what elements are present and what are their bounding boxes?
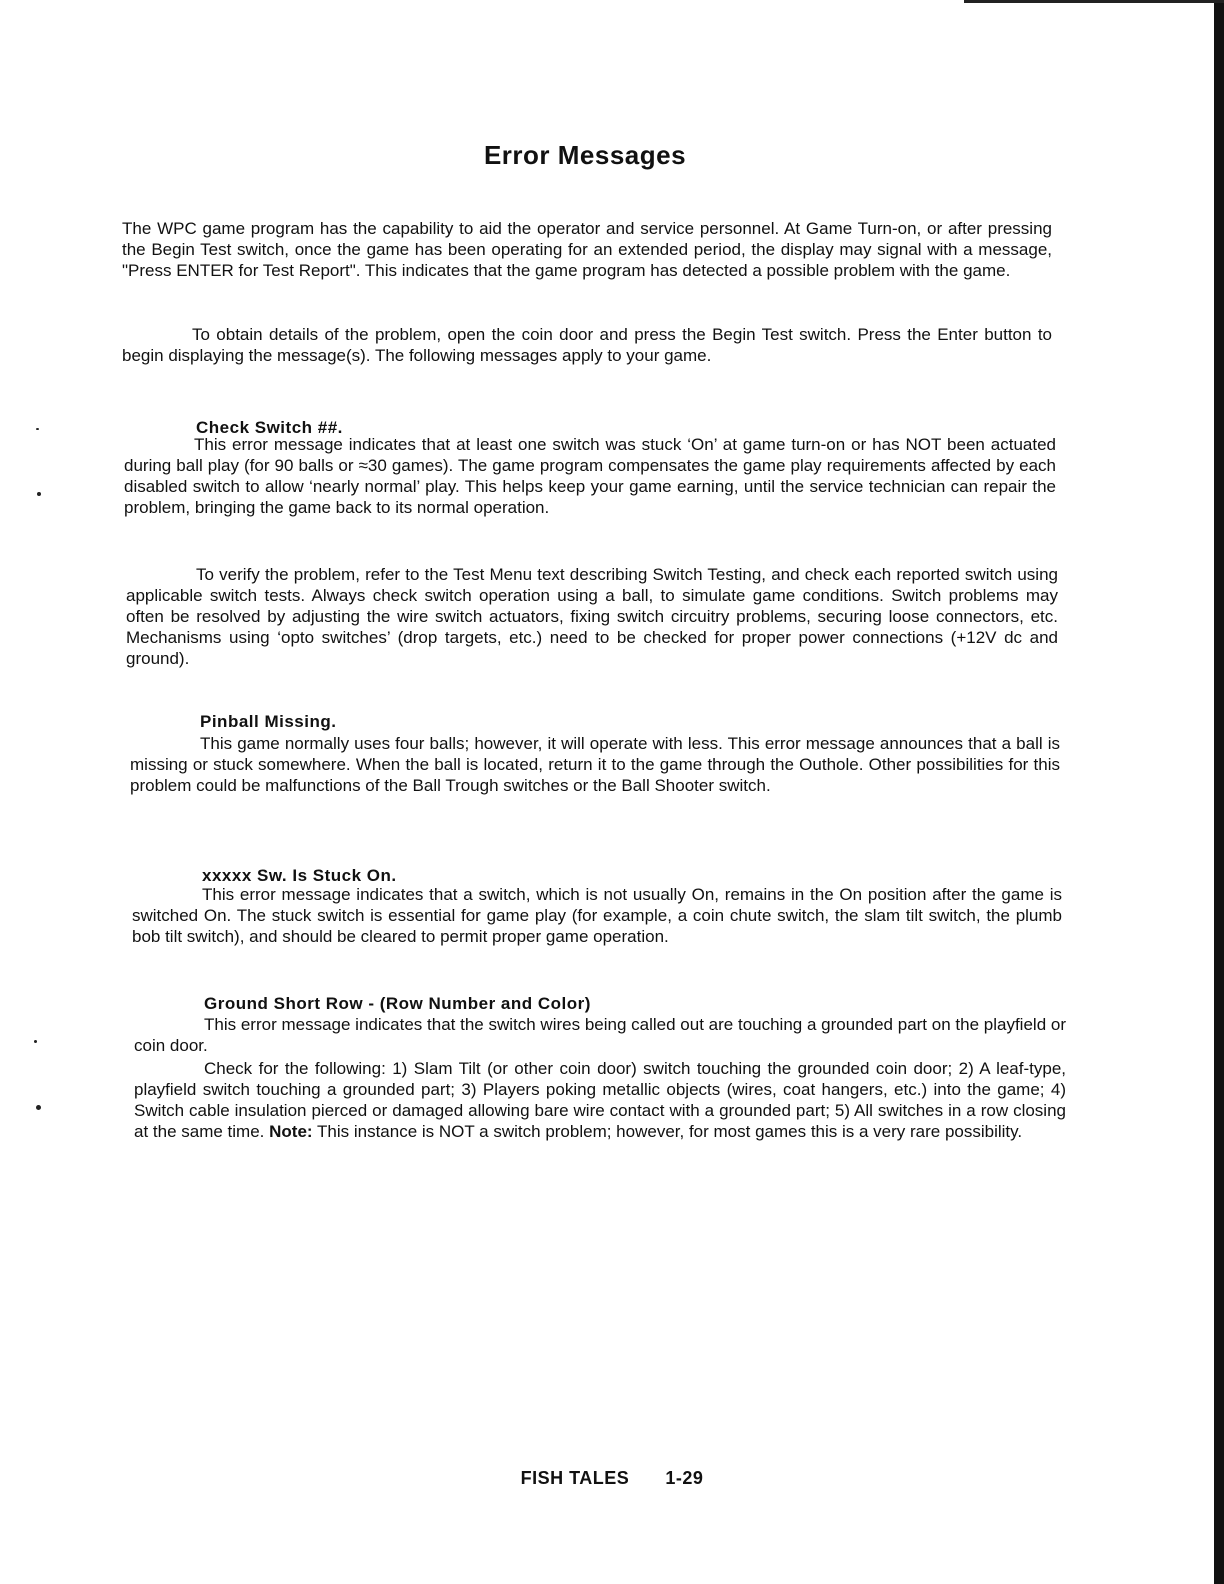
scan-speck	[34, 1040, 37, 1043]
ground-short-heading: Ground Short Row - (Row Number and Color)	[204, 994, 591, 1013]
intro-paragraph-2: To obtain details of the problem, open the coin door and press the Begin Test switch. Press the Enter button to begin displaying the message(s). The following messages apply to your game.	[122, 325, 1052, 365]
scan-speck	[36, 428, 39, 430]
footer-page-number: 1-29	[665, 1468, 704, 1488]
pinball-missing-paragraph: This game normally uses four balls; however, it will operate with less. This error message announces that a ball is missing or stuck somewhere. When the ball is located, return it to the game through the Outhole. Other possibilities for this problem could be malfunctions of the Ball Trough switches or the Ball Shooter switch.	[130, 734, 1060, 795]
page-footer	[0, 1468, 1224, 1489]
scan-edge-top	[964, 0, 1224, 3]
pinball-missing-heading: Pinball Missing.	[200, 712, 337, 731]
footer-game-title: FISH TALES	[520, 1468, 630, 1488]
check-switch-heading: Check Switch ##.	[196, 418, 343, 437]
ground-short-paragraph-1: This error message indicates that the switch wires being called out are touching a grounded part on the playfield or coin door.	[134, 1015, 1066, 1055]
check-switch-paragraph-1: This error message indicates that at least one switch was stuck ‘On’ at game turn-on or has NOT been actuated during ball play (for 90 balls or ≈30 games). The game program compensates the game play requirements affected by each disabled switch to allow ‘nearly normal’ play. This helps keep your game earning, until the service technician can repair the problem, bringing the game back to its normal operation.	[124, 435, 1056, 517]
scan-speck	[37, 492, 41, 496]
intro-paragraph-1: The WPC game program has the capability to aid the operator and service personnel. At Game Turn-on, or after pressing the Begin Test switch, once the game has been operating for an extended period, the display may signal with a message, "Press ENTER for Test Report". This indicates that the game program has detected a possible problem with the game.	[122, 219, 1052, 280]
ground-short-checklist: Check for the following: 1) Slam Tilt (or other coin door) switch touching the grounded coin door; 2) A leaf-type, playfield switch touching a grounded part; 3) Players poking metallic objects (wires, coat hangers, etc.) into the game; 4) Switch cable insulation pierced or damaged allowing bare wire contact with a grounded part; 5) All switches in a row closing at the same time.	[134, 1059, 1066, 1141]
scan-edge	[1214, 0, 1224, 1584]
stuck-on-heading: xxxxx Sw. Is Stuck On.	[202, 866, 397, 885]
scan-speck	[36, 1105, 41, 1110]
stuck-on-paragraph: This error message indicates that a switch, which is not usually On, remains in the On position after the game is switched On. The stuck switch is essential for game play (for example, a coin chute switch, the slam tilt switch, the plumb bob tilt switch), and should be cleared to permit proper game operation.	[132, 885, 1062, 946]
note-label: Note:	[269, 1122, 313, 1141]
page-title: Error Messages	[483, 140, 687, 170]
ground-short-paragraph-2	[134, 1058, 1066, 1142]
check-switch-paragraph-2: To verify the problem, refer to the Test Menu text describing Switch Testing, and check each reported switch using applicable switch tests. Always check switch operation using a ball, to simulate game conditions. Switch problems may often be resolved by adjusting the wire switch actuators, fixing switch circuitry problems, securing loose connectors, etc. Mechanisms using ‘opto switches’ (drop targets, etc.) need to be checked for proper power connections (+12V dc and ground).	[126, 565, 1058, 668]
note-text: This instance is NOT a switch problem; however, for most games this is a very rare possibility.	[317, 1122, 1023, 1141]
